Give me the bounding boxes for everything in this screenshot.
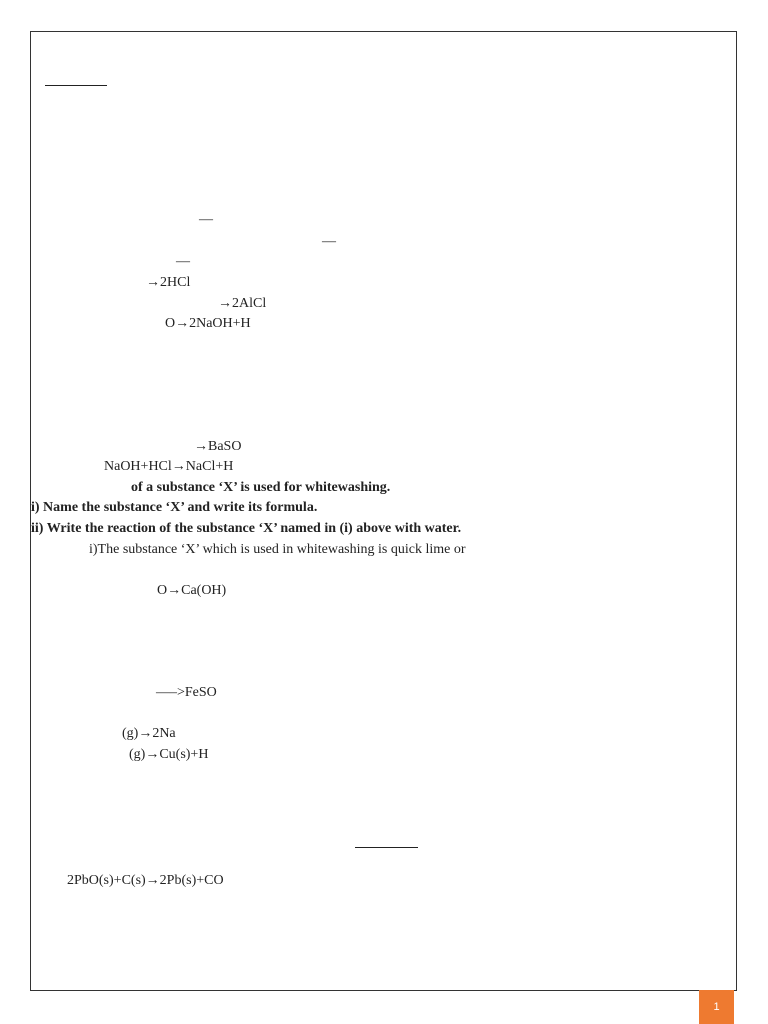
equation-na: (g)→2Na: [122, 726, 176, 741]
equation-pbo: 2PbO(s)+C(s)→2Pb(s)+CO: [67, 873, 224, 888]
equation-cu: (g)→Cu(s)+H: [129, 747, 209, 762]
dash-line-3: —: [176, 254, 190, 269]
equation-hcl: →2HCl: [146, 275, 191, 290]
equation-alcl: →2AlCl: [218, 296, 267, 311]
question-part-i: i) Name the substance ‘X’ and write its formula.: [31, 500, 318, 515]
question-part-ii: ii) Write the reaction of the substance ‘X’ named in (i) above with water.: [31, 521, 462, 536]
page-number-badge: 1: [699, 990, 734, 1024]
answer-part-i: i)The substance ‘X’ which is used in whitewashing is quick lime or: [89, 542, 466, 557]
dash-line-1: —: [199, 212, 213, 227]
equation-baso: →BaSO: [194, 439, 242, 454]
section-underline: [355, 847, 418, 848]
dash-line-2: —: [322, 234, 336, 249]
equation-feso: —–>FeSO: [156, 685, 217, 700]
question-intro: of a substance ‘X’ is used for whitewashing.: [131, 480, 391, 495]
equation-neutralization: NaOH+HCl→NaCl+H: [104, 459, 234, 474]
equation-caoh: O→Ca(OH): [157, 583, 227, 598]
equation-naoh: O→2NaOH+H: [165, 316, 251, 331]
heading-underline: [45, 85, 107, 86]
